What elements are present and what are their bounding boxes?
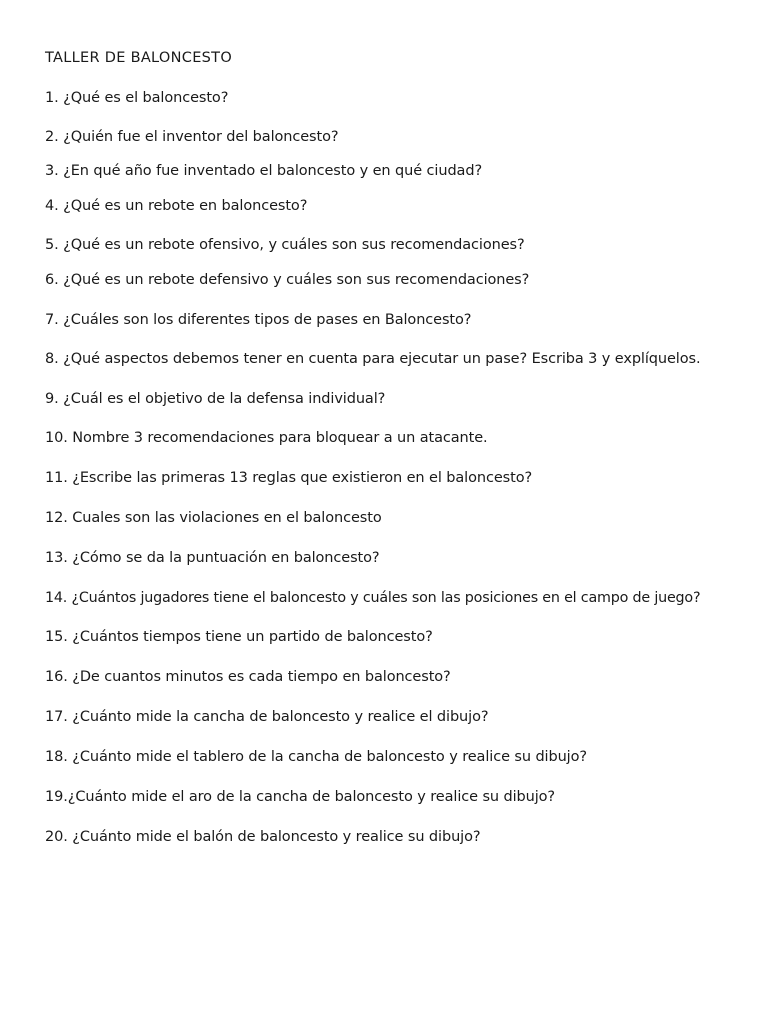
question-item: 7. ¿Cuáles son los diferentes tipos de pases en Baloncesto? — [45, 312, 472, 328]
question-item: 2. ¿Quién fue el inventor del baloncesto? — [45, 129, 339, 145]
question-item: 9. ¿Cuál es el objetivo de la defensa individual? — [45, 391, 386, 407]
question-item: 3. ¿En qué año fue inventado el baloncesto y en qué ciudad? — [45, 163, 483, 179]
question-item: 18. ¿Cuánto mide el tablero de la cancha de baloncesto y realice su dibujo? — [45, 749, 587, 765]
question-item: 13. ¿Cómo se da la puntuación en baloncesto? — [45, 550, 380, 566]
question-item: 17. ¿Cuánto mide la cancha de baloncesto y realice el dibujo? — [45, 709, 489, 725]
question-item: 10. Nombre 3 recomendaciones para bloquear a un atacante. — [45, 430, 488, 446]
question-item: 1. ¿Qué es el baloncesto? — [45, 90, 229, 106]
question-item: 4. ¿Qué es un rebote en baloncesto? — [45, 198, 308, 214]
question-item: 6. ¿Qué es un rebote defensivo y cuáles son sus recomendaciones? — [45, 272, 530, 288]
question-item: 19.¿Cuánto mide el aro de la cancha de baloncesto y realice su dibujo? — [45, 789, 556, 805]
document-title: TALLER DE BALONCESTO — [45, 50, 233, 66]
question-item: 20. ¿Cuánto mide el balón de baloncesto y realice su dibujo? — [45, 829, 481, 845]
question-item: 12. Cuales son las violaciones en el baloncesto — [45, 510, 382, 526]
question-item: 15. ¿Cuántos tiempos tiene un partido de baloncesto? — [45, 629, 433, 645]
question-item: 8. ¿Qué aspectos debemos tener en cuenta para ejecutar un pase? Escriba 3 y explíquelos. — [45, 351, 701, 367]
question-item: 11. ¿Escribe las primeras 13 reglas que existieron en el baloncesto? — [45, 470, 533, 486]
question-item: 14. ¿Cuántos jugadores tiene el baloncesto y cuáles son las posiciones en el campo de juego? — [45, 590, 701, 606]
question-item: 5. ¿Qué es un rebote ofensivo, y cuáles son sus recomendaciones? — [45, 237, 525, 253]
question-item: 16. ¿De cuantos minutos es cada tiempo en baloncesto? — [45, 669, 451, 685]
